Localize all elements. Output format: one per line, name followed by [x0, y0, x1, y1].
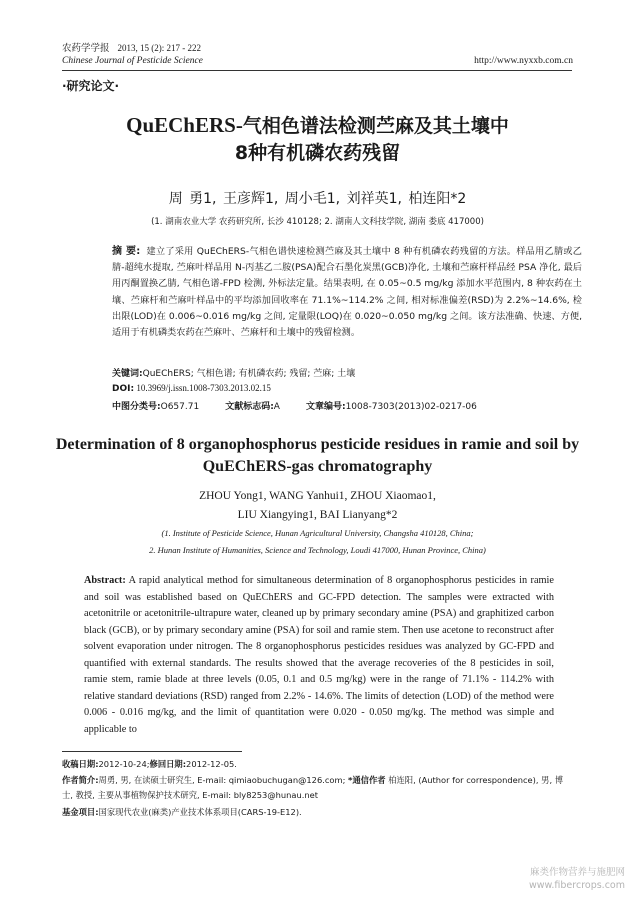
title-cn-method: QuEChERS-	[126, 113, 243, 137]
footnote-fund	[62, 805, 572, 820]
article-no-label: 文章编号:	[305, 402, 346, 412]
title-cn-line1: 气相色谱法检测苎麻及其土壤中	[242, 115, 509, 137]
abstract-cn-text: 建立了采用 QuEChERS-气相色谱快速检测苎麻及其土壤中 8 种有机磷农药残留的方法。样品用乙腈或乙腈-超纯水提取, 苎麻叶样品用 N-丙基乙二胺(PSA)配合石墨化炭黑(GCB)净化, 土壤和苎麻杆样品经 PSA 净化, 最后用丙酮置换乙腈, 气相色谱-FPD 检测, 外标法定量。结果表明, 在 0.05~0.5 mg/kg 添加水平范围内, 8 种农药在土壤、苎麻杆和苎麻叶样品中的平均添加回收率在 71.1%~114.2% 之间, 相对标准偏差(RSD)为 2.2%~14.6%, 检出限(LOD)在 0.006~0.016 mg/kg 之间, 定量限(LOQ)在 0.020~0.050 mg/kg 之间。该方法准确、快速、方便, 适用于有机磷类农药在苎麻叶、苎麻杆和土壤中的残留检测。	[112, 246, 582, 339]
journal-name-cn	[62, 40, 201, 54]
clc-value: O657.71	[160, 402, 200, 412]
title-cn	[0, 112, 635, 167]
header-rule	[62, 70, 572, 71]
watermark	[529, 866, 625, 892]
classification-line	[112, 399, 582, 412]
received-date: 2012-10-24;	[98, 759, 150, 769]
received-label: 收稿日期:	[62, 759, 99, 769]
doi-label: DOI:	[112, 384, 135, 394]
title-cn-line2: 8种有机磷农药残留	[234, 142, 401, 164]
corresponding-label: *通信作者	[348, 775, 386, 785]
authors-en-line1: ZHOU Yong1, WANG Yanhui1, ZHOU Xiaomao1,	[199, 490, 436, 502]
section-label: ·研究论文·	[62, 79, 120, 93]
journal-title-cn: 农药学学报	[62, 43, 110, 54]
keywords-cn-text: QuEChERS; 气相色谱; 有机磷农药; 残留; 苎麻; 土壤	[142, 369, 356, 379]
abstract-en-label: Abstract:	[84, 575, 126, 586]
footnote-dates	[62, 757, 572, 772]
doc-code-label: 文献标志码:	[225, 402, 274, 412]
fund-text: 国家现代农业(麻类)产业技术体系项目(CARS-19-E12).	[98, 807, 302, 817]
authors-cn: 周 勇1, 王彦辉1, 周小毛1, 刘祥英1, 柏连阳*2	[168, 191, 467, 207]
affil-en-line1: (1. Institute of Pesticide Science, Hunan Agricultural University, Changsha 410128, China;	[161, 528, 474, 538]
author-intro-label: 作者简介:	[62, 775, 99, 785]
watermark-url: www.fibercrops.com	[528, 880, 625, 891]
affiliations-cn: (1. 湖南农业大学 农药研究所, 长沙 410128; 2. 湖南人文科技学院, 湖南 娄底 417000)	[151, 217, 484, 227]
fund-label: 基金项目:	[62, 807, 99, 817]
revised-date: 2012-12-05.	[186, 759, 237, 769]
volume-info: 2013, 15 (2): 217 - 222	[117, 43, 202, 53]
clc-label: 中图分类号:	[112, 402, 161, 412]
abstract-cn	[112, 244, 582, 341]
abstract-en-text: A rapid analytical method for simultaneous determination of 8 organophosphorus pesticides in ramie and soil was established based on QuEChERS and GC-FPD detection. The samples were extracted with acetonitrile or acetonitrile-ultrapure water, cleaned up by primary secondary amine (PSA) and graphitized carbon black (GCB), or by primary secondary amine (PSA) for soil and ramie stem. Then use acetone to reconstruct after solvent evaporation under nitrogen. The 8 organophosphorus pesticides residues was analyzed by GC-FPD and quantified with external standards. The results showed that the average recoveries of the 8 pesticides in soil, ramie stem, ramie blade at three levels (0.05, 0.1 and 0.5 mg/kg) were in the range of 71.1% - 114.2% with relative standard deviations (RSD) ranged from 2.2% - 14.6%. The limits of detection (LOD) of the method were 0.006 - 0.016 mg/kg, and the limit of quantitation were 0.020 - 0.050 mg/kg. The method was simple and applicable to	[84, 575, 554, 735]
footnote-author	[62, 773, 572, 803]
doc-code-value: A	[273, 402, 280, 412]
journal-url: http://www.nyxxb.com.cn	[474, 56, 573, 66]
keywords-cn-label: 关键词:	[112, 369, 143, 379]
article-no-value: 1008-7303(2013)02-0217-06	[345, 402, 477, 412]
abstract-en	[84, 573, 554, 738]
doi-value[interactable]: 10.3969/j.issn.1008-7303.2013.02.15	[136, 383, 271, 393]
corresponding-text: 柏连阳, (Author for correspondence), 男, 博士, 教授, 主要从事植物保护技术研究, E-mail: bly8253@hunau.net	[62, 775, 564, 800]
title-en: Determination of 8 organophosphorus pesticide residues in ramie and soil by QuEChERS-gas chromatography	[55, 436, 580, 475]
affil-en-line2: 2. Hunan Institute of Humanities, Science and Technology, Loudi 417000, Hunan Province, China)	[149, 545, 486, 555]
revised-label: 修回日期:	[149, 759, 187, 769]
author-intro-text: 周勇, 男, 在读硕士研究生, E-mail: qimiaobuchugan@126.com;	[98, 775, 346, 785]
doi	[112, 383, 271, 394]
authors-en	[0, 487, 635, 525]
journal-name-en: Chinese Journal of Pesticide Science	[62, 56, 203, 66]
watermark-site-name: 麻类作物营养与施肥网	[529, 867, 625, 878]
footnote-rule	[62, 751, 242, 752]
authors-en-line2: LIU Xiangying1, BAI Lianyang*2	[237, 509, 398, 521]
keywords-cn	[112, 366, 582, 379]
affiliations-en	[0, 525, 635, 559]
abstract-cn-label: 摘 要:	[112, 246, 141, 257]
